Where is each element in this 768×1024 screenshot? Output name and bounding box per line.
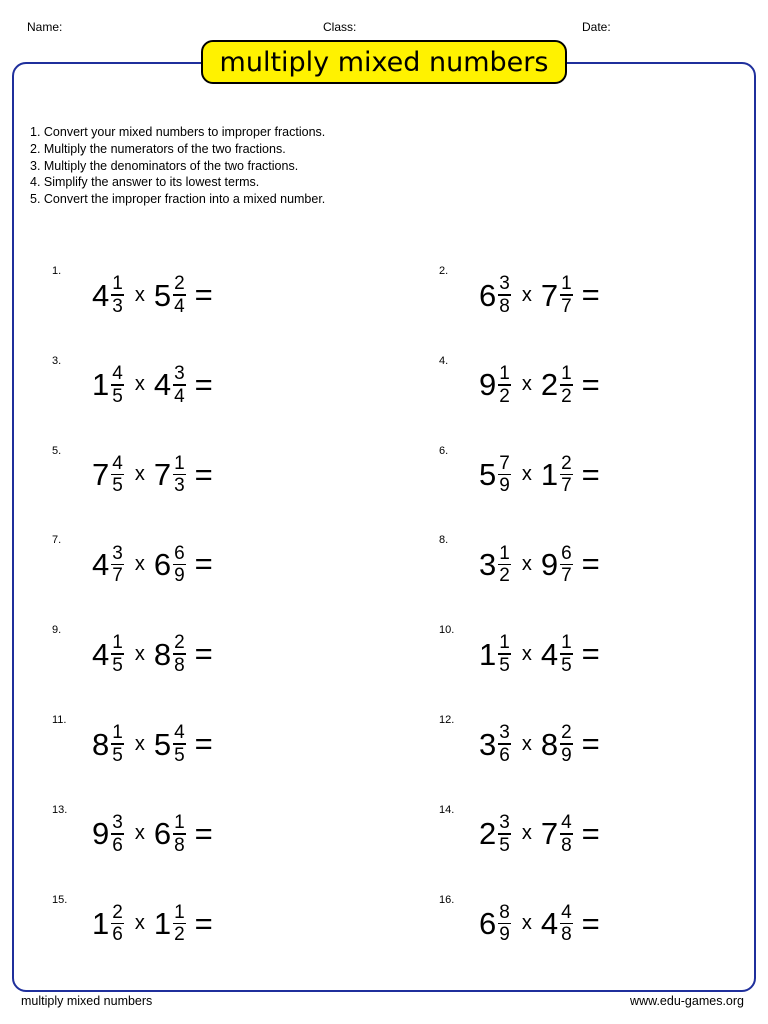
denominator: 2 xyxy=(499,385,510,407)
problem-item xyxy=(52,355,352,411)
whole-number: 4 xyxy=(153,367,172,403)
numerator: 1 xyxy=(112,722,123,744)
whole-number: 3 xyxy=(479,726,497,762)
multiply-sign: x xyxy=(134,463,145,486)
problem-number: 16. xyxy=(439,893,455,906)
numerator: 1 xyxy=(499,632,510,654)
numerator: 1 xyxy=(499,542,510,564)
problem-item xyxy=(52,265,352,321)
multiply-sign: x xyxy=(521,373,532,396)
whole-number: 2 xyxy=(479,816,497,852)
fraction xyxy=(498,364,511,406)
whole-number: 7 xyxy=(92,457,110,493)
numerator: 3 xyxy=(499,722,510,744)
numerator: 3 xyxy=(112,812,123,834)
numerator: 1 xyxy=(174,901,185,923)
whole-number: 5 xyxy=(479,457,497,493)
denominator: 6 xyxy=(112,834,123,856)
numerator: 2 xyxy=(174,632,185,654)
multiply-sign: x xyxy=(134,912,145,935)
whole-number: 6 xyxy=(153,816,172,852)
equals-sign: = xyxy=(194,726,213,761)
whole-number: 1 xyxy=(479,636,497,672)
problem-expression xyxy=(92,810,213,858)
whole-number: 9 xyxy=(92,816,110,852)
whole-number: 8 xyxy=(540,726,559,762)
fraction xyxy=(173,813,186,855)
fraction xyxy=(498,544,511,586)
problem-item xyxy=(52,804,352,860)
numerator: 3 xyxy=(499,273,510,295)
equals-sign: = xyxy=(194,815,213,851)
equals-sign: = xyxy=(194,636,213,672)
denominator: 9 xyxy=(499,475,510,497)
equals-sign: = xyxy=(194,277,213,312)
numerator: 2 xyxy=(174,273,185,295)
denominator: 4 xyxy=(174,385,185,407)
name-label: Name: xyxy=(27,20,63,34)
denominator: 5 xyxy=(499,834,510,856)
fraction xyxy=(173,364,186,406)
multiply-sign: x xyxy=(521,552,532,575)
problem-item xyxy=(52,894,352,950)
multiply-sign: x xyxy=(521,822,532,845)
numerator: 7 xyxy=(499,452,510,474)
denominator: 5 xyxy=(174,744,185,766)
fraction xyxy=(111,364,124,406)
multiply-sign: x xyxy=(134,642,145,665)
problem-number: 11. xyxy=(52,714,67,726)
fraction xyxy=(498,274,511,316)
denominator: 8 xyxy=(174,834,185,856)
whole-number: 9 xyxy=(540,546,559,582)
fraction xyxy=(173,633,186,675)
instruction-item: 1. Convert your mixed numbers to improper fractions. xyxy=(30,125,326,139)
problem-number: 8. xyxy=(439,534,449,547)
denominator: 7 xyxy=(561,475,572,497)
fraction xyxy=(560,544,573,586)
numerator: 3 xyxy=(499,812,510,834)
problem-item xyxy=(439,534,739,590)
denominator: 5 xyxy=(561,654,572,676)
whole-number: 7 xyxy=(540,277,559,313)
fraction xyxy=(173,544,186,586)
numerator: 6 xyxy=(174,542,185,564)
equals-sign: = xyxy=(194,546,213,582)
whole-number: 4 xyxy=(92,546,110,582)
fraction xyxy=(111,544,124,586)
fraction xyxy=(498,813,511,855)
equals-sign: = xyxy=(194,456,213,492)
denominator: 9 xyxy=(499,924,510,946)
numerator: 3 xyxy=(174,363,185,385)
denominator: 2 xyxy=(561,385,572,407)
equals-sign: = xyxy=(194,905,213,941)
whole-number: 8 xyxy=(153,636,172,672)
instruction-item: 4. Simplify the answer to its lowest terms. xyxy=(30,175,260,190)
denominator: 3 xyxy=(112,295,123,317)
whole-number: 7 xyxy=(540,816,559,852)
fraction xyxy=(498,723,511,765)
fraction xyxy=(173,723,186,765)
denominator: 9 xyxy=(174,565,185,587)
date-label: Date: xyxy=(582,20,611,34)
whole-number: 4 xyxy=(92,636,110,672)
problem-expression xyxy=(479,810,600,858)
whole-number: 1 xyxy=(92,906,110,942)
problem-number: 5. xyxy=(52,444,62,457)
multiply-sign: x xyxy=(134,552,145,575)
denominator: 6 xyxy=(499,744,510,766)
problem-number: 7. xyxy=(52,534,62,547)
problem-expression xyxy=(92,630,213,678)
equals-sign: = xyxy=(581,726,600,761)
numerator: 6 xyxy=(561,542,572,564)
equals-sign: = xyxy=(581,277,600,312)
whole-number: 5 xyxy=(153,726,172,762)
problem-number: 9. xyxy=(52,624,62,637)
problem-number: 13. xyxy=(52,803,68,816)
problem-number: 14. xyxy=(439,803,455,816)
footer-website: www.edu-games.org xyxy=(630,994,744,1008)
instructions-list xyxy=(30,124,325,208)
instruction-item: 3. Multiply the denominators of the two fractions. xyxy=(30,158,299,173)
problem-item xyxy=(52,534,352,590)
problem-expression xyxy=(479,540,600,588)
fraction xyxy=(173,903,186,945)
denominator: 5 xyxy=(112,475,123,497)
fraction xyxy=(111,903,124,945)
whole-number: 8 xyxy=(92,726,110,762)
equals-sign: = xyxy=(194,366,213,402)
footer-title: multiply mixed numbers xyxy=(21,994,153,1008)
class-label: Class: xyxy=(323,20,357,34)
whole-number: 6 xyxy=(479,277,497,313)
fraction xyxy=(560,633,573,675)
denominator: 8 xyxy=(561,834,572,856)
problem-number: 3. xyxy=(52,354,62,367)
problem-expression xyxy=(92,271,213,319)
problem-item xyxy=(52,445,352,501)
fraction xyxy=(498,454,511,496)
numerator: 4 xyxy=(112,363,123,385)
problem-number: 2. xyxy=(439,265,449,277)
multiply-sign: x xyxy=(521,642,532,665)
whole-number: 3 xyxy=(479,546,497,582)
whole-number: 1 xyxy=(153,906,172,942)
numerator: 1 xyxy=(499,363,510,385)
problem-expression xyxy=(92,361,213,409)
denominator: 3 xyxy=(174,475,185,497)
problem-item xyxy=(439,624,739,680)
denominator: 8 xyxy=(499,295,510,317)
problem-number: 10. xyxy=(439,624,455,637)
fraction xyxy=(111,633,124,675)
problem-expression xyxy=(92,540,213,588)
numerator: 4 xyxy=(561,812,572,834)
whole-number: 6 xyxy=(153,546,172,582)
problem-number: 12. xyxy=(439,714,455,726)
numerator: 1 xyxy=(561,363,572,385)
denominator: 2 xyxy=(174,924,185,946)
fraction xyxy=(560,364,573,406)
problem-item xyxy=(439,265,739,321)
numerator: 4 xyxy=(561,901,572,923)
problem-number: 4. xyxy=(439,354,449,367)
multiply-sign: x xyxy=(134,373,145,396)
numerator: 3 xyxy=(112,542,123,564)
fraction xyxy=(560,813,573,855)
equals-sign: = xyxy=(581,905,600,941)
equals-sign: = xyxy=(581,636,600,672)
fraction xyxy=(498,633,511,675)
denominator: 7 xyxy=(561,295,572,317)
whole-number: 6 xyxy=(479,906,497,942)
instruction-item: 5. Convert the improper fraction into a mixed number. xyxy=(30,192,326,207)
fraction xyxy=(111,723,124,765)
whole-number: 7 xyxy=(153,457,172,493)
problem-number: 6. xyxy=(439,444,449,457)
whole-number: 4 xyxy=(92,277,110,313)
denominator: 5 xyxy=(112,654,123,676)
fraction xyxy=(498,903,511,945)
denominator: 5 xyxy=(112,744,123,766)
fraction xyxy=(560,903,573,945)
denominator: 7 xyxy=(561,565,572,587)
denominator: 4 xyxy=(174,295,185,317)
numerator: 4 xyxy=(112,452,123,474)
problem-expression xyxy=(92,900,213,948)
fraction xyxy=(111,454,124,496)
header-row xyxy=(0,20,768,36)
equals-sign: = xyxy=(581,366,600,402)
problem-item xyxy=(52,714,352,770)
whole-number: 5 xyxy=(153,277,172,313)
multiply-sign: x xyxy=(134,822,145,845)
multiply-sign: x xyxy=(134,732,145,755)
fraction xyxy=(560,723,573,765)
problem-item xyxy=(439,804,739,860)
numerator: 1 xyxy=(174,812,185,834)
whole-number: 2 xyxy=(540,367,559,403)
problem-item xyxy=(439,894,739,950)
problem-expression xyxy=(479,720,600,768)
denominator: 9 xyxy=(561,744,572,766)
worksheet-title: multiply mixed numbers xyxy=(201,40,567,84)
fraction xyxy=(111,274,124,316)
equals-sign: = xyxy=(581,815,600,851)
problem-item xyxy=(439,355,739,411)
numerator: 2 xyxy=(112,901,123,923)
multiply-sign: x xyxy=(521,732,532,755)
whole-number: 4 xyxy=(540,906,559,942)
equals-sign: = xyxy=(581,456,600,492)
fraction xyxy=(173,274,186,316)
multiply-sign: x xyxy=(521,283,532,306)
denominator: 8 xyxy=(174,654,185,676)
denominator: 6 xyxy=(112,924,123,946)
numerator: 1 xyxy=(174,452,185,474)
problem-expression xyxy=(479,271,600,319)
fraction xyxy=(173,454,186,496)
problem-expression xyxy=(479,451,600,499)
problem-expression xyxy=(479,630,600,678)
denominator: 7 xyxy=(112,565,123,587)
whole-number: 1 xyxy=(540,457,559,493)
problem-expression xyxy=(92,720,213,768)
problem-number: 1. xyxy=(52,265,62,277)
multiply-sign: x xyxy=(521,912,532,935)
numerator: 8 xyxy=(499,901,510,923)
problem-item xyxy=(439,445,739,501)
denominator: 2 xyxy=(499,565,510,587)
numerator: 1 xyxy=(561,632,572,654)
numerator: 2 xyxy=(561,722,572,744)
problem-expression xyxy=(92,451,213,499)
denominator: 5 xyxy=(112,385,123,407)
denominator: 5 xyxy=(499,654,510,676)
fraction xyxy=(560,274,573,316)
denominator: 8 xyxy=(561,924,572,946)
numerator: 1 xyxy=(561,273,572,295)
whole-number: 1 xyxy=(92,367,110,403)
whole-number: 4 xyxy=(540,636,559,672)
numerator: 1 xyxy=(112,632,123,654)
numerator: 2 xyxy=(561,452,572,474)
problem-expression xyxy=(479,900,600,948)
multiply-sign: x xyxy=(134,283,145,306)
multiply-sign: x xyxy=(521,463,532,486)
whole-number: 9 xyxy=(479,367,497,403)
equals-sign: = xyxy=(581,546,600,582)
numerator: 1 xyxy=(112,273,123,295)
fraction xyxy=(111,813,124,855)
problem-item xyxy=(439,714,739,770)
numerator: 4 xyxy=(174,722,185,744)
instruction-item: 2. Multiply the numerators of the two fractions. xyxy=(30,141,286,156)
problem-item xyxy=(52,624,352,680)
problem-expression xyxy=(479,361,600,409)
fraction xyxy=(560,454,573,496)
problem-number: 15. xyxy=(52,893,68,906)
